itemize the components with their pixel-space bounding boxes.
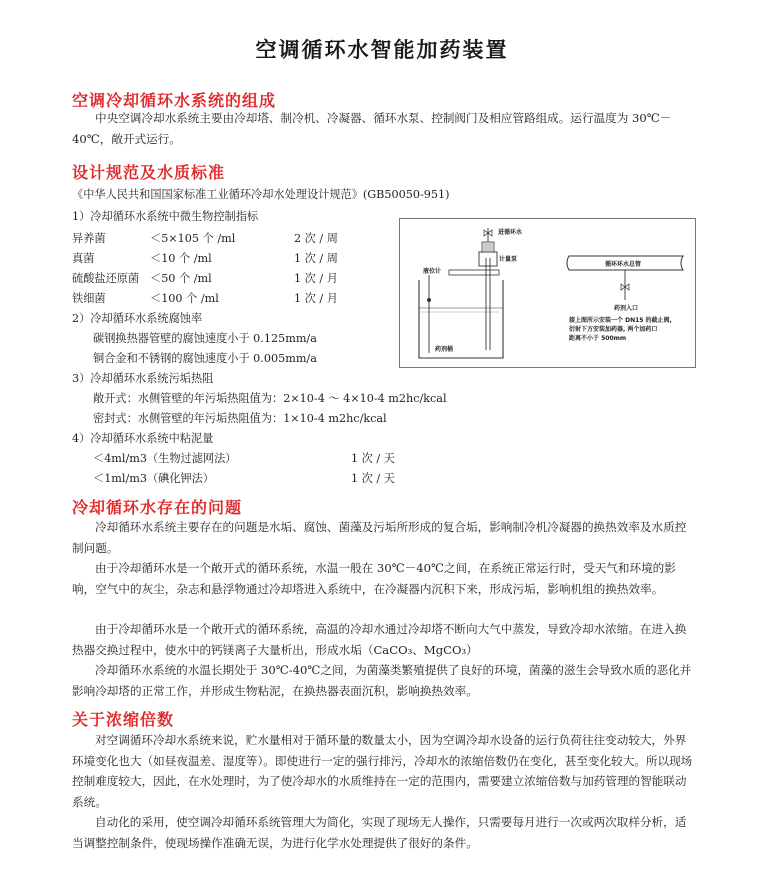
section-heading-composition: 空调冷却循环水系统的组成 [72,91,277,110]
microbe-limit: ＜100 个 /ml [150,292,219,305]
metering-pump [479,252,497,266]
label-main-pipe: 循环环水总管 [605,261,642,268]
label-inlet: 进循环水 [498,229,523,236]
problems-paragraph: 冷却循环水系统主要存在的问题是水垢、腐蚀、菌藻及污垢所形成的复合垢，影响制冷机冷凝器的换热效率及水质控制问题。 [72,520,687,555]
concentration-paragraph: 自动化的采用，使空调冷却循环系统管理大为简化，实现了现场无人操作，只需要每月进行一次或两次取样分析，适当调整控制条件，使现场操作准确无误，为进行化学水处理提供了很好的条件。 [72,815,687,850]
item-microbe-title: 1）冷却循环水系统中微生物控制指标 [72,210,259,223]
dosing-diagram [399,218,696,368]
section-heading-standards: 设计规范及水质标准 [72,163,226,182]
label-tank: 药剂桶 [435,346,454,353]
slime-frequency: 1 次 / 天 [351,452,395,465]
slime-frequency: 1 次 / 天 [351,472,395,485]
page-title: 空调循环水智能加药装置 [255,38,509,62]
section-heading-concentration: 关于浓缩倍数 [72,710,175,729]
microbe-name: 硫酸盐还原菌 [72,272,140,285]
problems-paragraph: 冷却循环水系统的水温长期处于 30℃-40℃之间，为菌藻类繁殖提供了良好的环境，菌藻的滋生会导致水质的恶化并影响冷却塔的正常工作，并形成生物粘泥，在换热器表面沉积，影响换热效率。 [72,663,692,698]
concentration-paragraph: 对空调循环冷却水系统来说，贮水量相对于循环量的数量太小，因为空调冷却水设备的运行负荷往往变动较大，外界环境变化也大（如昼夜温差、湿度等）。即使进行一定的强行排污，冷却水的浓缩倍数仍在变化，甚至变化较大。所以现场控制难度较大，因此，在水处理时，为了使冷却水的水质维持在一定的范围内，需要建立浓缩倍数与加药管理的智能联动系统。 [72,733,693,809]
corrosion-carbon-steel: 碳钢换热器管壁的腐蚀速度小于 0.125mm/a [93,332,317,345]
corrosion-copper-alloy: 铜合金和不锈钢的腐蚀速度小于 0.005mm/a [93,352,317,365]
item-corrosion-title: 2）冷却循环水系统腐蚀率 [72,312,203,325]
diagram-note-line: 衍射下方安装加药器, 两个加药口 [569,326,658,333]
diagram-note-line: 接上图所示安装一个 DN15 的截止阀, [569,317,672,324]
microbe-name: 铁细菌 [72,292,106,305]
tank-lid [449,270,499,275]
composition-paragraph: 中央空调冷却水系统主要由冷却塔、制冷机、冷凝器、循环水泵、控制阀门及相应管路组成。运行温度为 30℃－40℃，敞开式运行。 [72,111,672,146]
microbe-frequency: 1 次 / 周 [294,252,338,265]
slime-method: ＜1ml/m3（碘化钾法） [93,472,215,485]
slime-method: ＜4ml/m3（生物过滤网法） [93,452,237,465]
microbe-limit: ＜10 个 /ml [150,252,212,265]
microbe-frequency: 1 次 / 月 [294,272,338,285]
item-fouling-title: 3）冷却循环水系统污垢热阻 [72,372,214,385]
item-slime-title: 4）冷却循环水系统中粘泥量 [72,432,214,445]
microbe-frequency: 2 次 / 周 [294,232,338,245]
label-level-gauge: 液位计 [423,268,442,275]
microbe-frequency: 1 次 / 月 [294,292,338,305]
microbe-name: 真菌 [72,252,95,265]
problems-paragraph: 由于冷却循环水是一个敞开式的循环系统，水温一般在 30℃－40℃之间，在系统正常运行时，受天气和环境的影响，空气中的灰尘，杂志和悬浮物通过冷却塔进入系统中，在冷凝器内沉积下来，形成污垢，影响机组的换热效率。 [72,561,676,596]
problems-paragraph: 由于冷却循环水是一个敞开式的循环系统，高温的冷却水通过冷却塔不断向大气中蒸发，导致冷却水浓缩。在进入换热器交换过程中，使水中的钙镁离子大量析出，形成水垢（CaCO₃、MgCO₃） [72,622,687,657]
diagram-note-line: 距离不小于 500mm [569,335,627,342]
microbe-name: 异养菌 [72,232,106,245]
fouling-open: 敞开式：水侧管壁的年污垢热阻值为：2×10-4 ～ 4×10-4 m2hc/kcal [93,392,447,405]
label-meter-pump: 计量泵 [499,256,518,263]
section-heading-problems: 冷却循环水存在的问题 [72,498,243,517]
label-dose-inlet: 药剂入口 [614,305,639,312]
standard-reference: 《中华人民共和国国家标准工业循环冷却水处理设计规范》(GB50050-951) [72,188,450,201]
microbe-limit: ＜50 个 /ml [150,272,212,285]
fouling-closed: 密封式：水侧管壁的年污垢热阻值为：1×10-4 m2hc/kcal [93,412,387,425]
microbe-limit: ＜5×105 个 /ml [150,232,236,245]
